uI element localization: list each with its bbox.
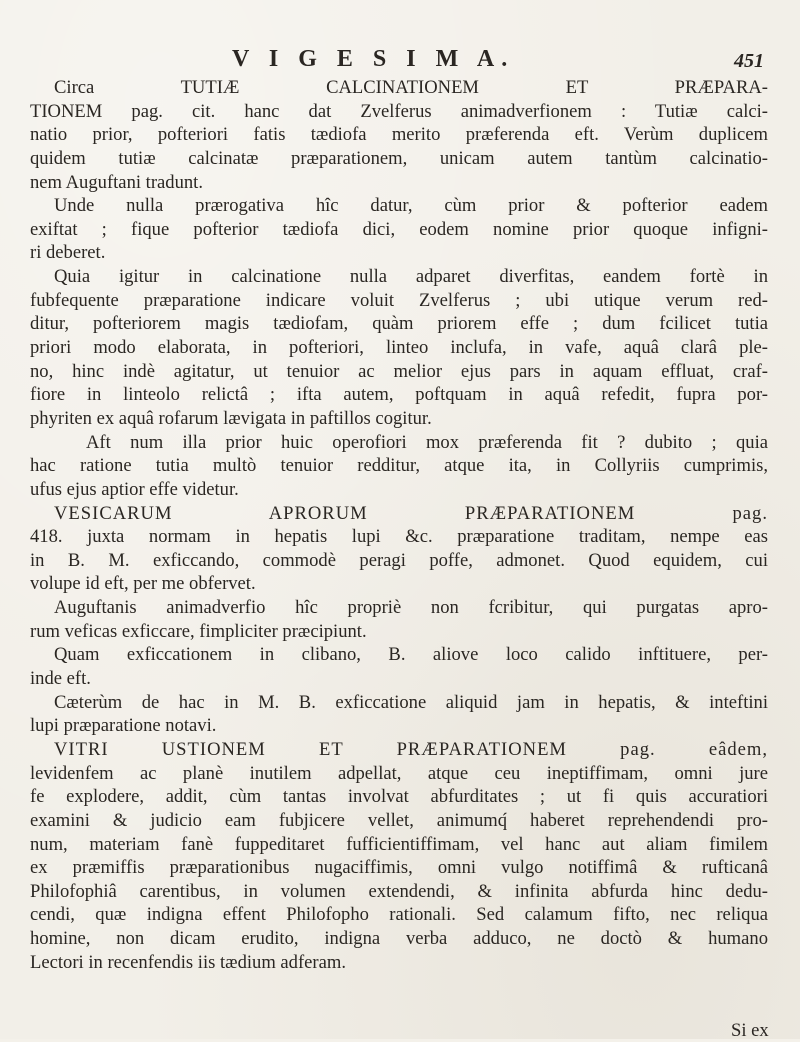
text-line: TIONEM pag. cit. hanc dat Zvelferus animadverfionem : Tutiæ calci- xyxy=(30,100,768,122)
text-line: lupi præparatione notavi. xyxy=(30,715,217,737)
text-line: Quia igitur in calcinatione nulla adparet diverfitas, eandem fortè in xyxy=(54,266,768,288)
body-text xyxy=(30,76,768,974)
text-line: num, materiam fanè fuppeditaret fufficientiffimam, vel hanc aut aliam fimilem xyxy=(30,833,768,855)
text-line: volupe id eft, per me obfervet. xyxy=(30,573,256,595)
text-line: ex præmiffis præparationibus nugaciffimis, omni vulgo notiffimâ & rufticanâ xyxy=(30,857,768,879)
text-line: Philofophiâ carentibus, in volumen extendendi, & infinita abfurda hinc dedu- xyxy=(30,880,768,902)
catchword: Si ex xyxy=(731,1020,769,1041)
text-line: inde eft. xyxy=(30,668,91,690)
text-line: Circa TUTIÆ CALCINATIONEM ET PRÆPARA- xyxy=(54,77,768,98)
text-line: nem Auguftani tradunt. xyxy=(30,171,203,193)
text-line: ri deberet. xyxy=(30,242,106,264)
text-line: quidem tutiæ calcinatæ præparationem, unicam autem tantùm calcinatio- xyxy=(30,147,768,169)
running-title: V I G E S I M A. xyxy=(232,46,515,72)
text-line: Quam exficcationem in clibano, B. aliove loco calido inftituere, per- xyxy=(54,644,768,666)
text-line: examini & judicio eam fubjicere vellet, animumq́ haberet reprehendendi pro- xyxy=(30,809,768,831)
text-line: Lectori in recenfendis iis tædium adferam. xyxy=(30,951,346,973)
text-line: Aft num illa prior huic operofiori mox præferenda fit ? dubito ; quia xyxy=(86,431,768,453)
text-line: phyriten ex aquâ rofarum lævigata in paftillos cogitur. xyxy=(30,407,432,429)
text-line: fubfequente præparatione indicare voluit Zvelferus ; ubi utique verum red- xyxy=(30,289,768,311)
text-line: in B. M. exficcando, commodè peragi poffe, admonet. Quod equidem, cui xyxy=(30,549,768,571)
text-line: cendi, quæ indigna effent Philofopho rationali. Sed calamum fifto, nec reliqua xyxy=(30,904,768,926)
text-line: levidenfem ac planè inutilem adpellat, atque ceu ineptiffimam, omni jure xyxy=(30,762,768,784)
text-line: natio prior, pofteriori fatis tædiofa merito præferenda eft. Verùm duplicem xyxy=(30,124,768,146)
text-line: ditur, pofteriorem magis tædiofam, quàm priorem effe ; dum fcilicet tutia xyxy=(30,313,768,335)
page-number: 451 xyxy=(734,50,764,72)
text-line: 418. juxta normam in hepatis lupi &c. præparatione traditam, nempe eas xyxy=(30,526,768,548)
section-heading: VESICARUM APRORUM PRÆPARATIONEM pag. xyxy=(54,502,768,524)
text-line: Cæterùm de hac in M. B. exficcatione aliquid jam in hepatis, & inteftini xyxy=(54,691,768,713)
text-line: priori modo elaborata, in pofteriori, linteo inclufa, in vafe, aquâ clarâ ple- xyxy=(30,337,768,359)
text-line: rum veficas exficcare, fimpliciter præcipiunt. xyxy=(30,620,367,642)
text-line: no, hinc indè agitatur, ut tenuior ac melior ejus pars in aquam effluat, craf- xyxy=(30,360,768,382)
text-line: fe explodere, addit, cùm tantas involvat abfurditates ; ut fi quis accuratiori xyxy=(30,786,768,808)
text-line: hac ratione tutia multò tenuior redditur, atque ita, in Collyriis cumprimis, xyxy=(30,455,768,477)
section-heading: VITRI USTIONEM ET PRÆPARATIONEM pag. eâdem, xyxy=(54,738,768,760)
text-line: Unde nulla prærogativa hîc datur, cùm prior & pofterior eadem xyxy=(54,195,768,217)
text-line: ufus ejus aptior effe videtur. xyxy=(30,478,239,500)
text-line: homine, non dicam erudito, indigna verba adduco, ne doctò & humano xyxy=(30,928,768,950)
page-header xyxy=(0,46,800,78)
text-line: exiftat ; fique pofterior tædiofa dici, eodem nomine prior quoque infigni- xyxy=(30,218,768,240)
text-line: fiore in linteolo relictâ ; ifta autem, poftquam in aquâ refedit, fupra por- xyxy=(30,384,768,406)
text-line: Auguftanis animadverfio hîc propriè non fcribitur, qui purgatas apro- xyxy=(54,597,768,619)
